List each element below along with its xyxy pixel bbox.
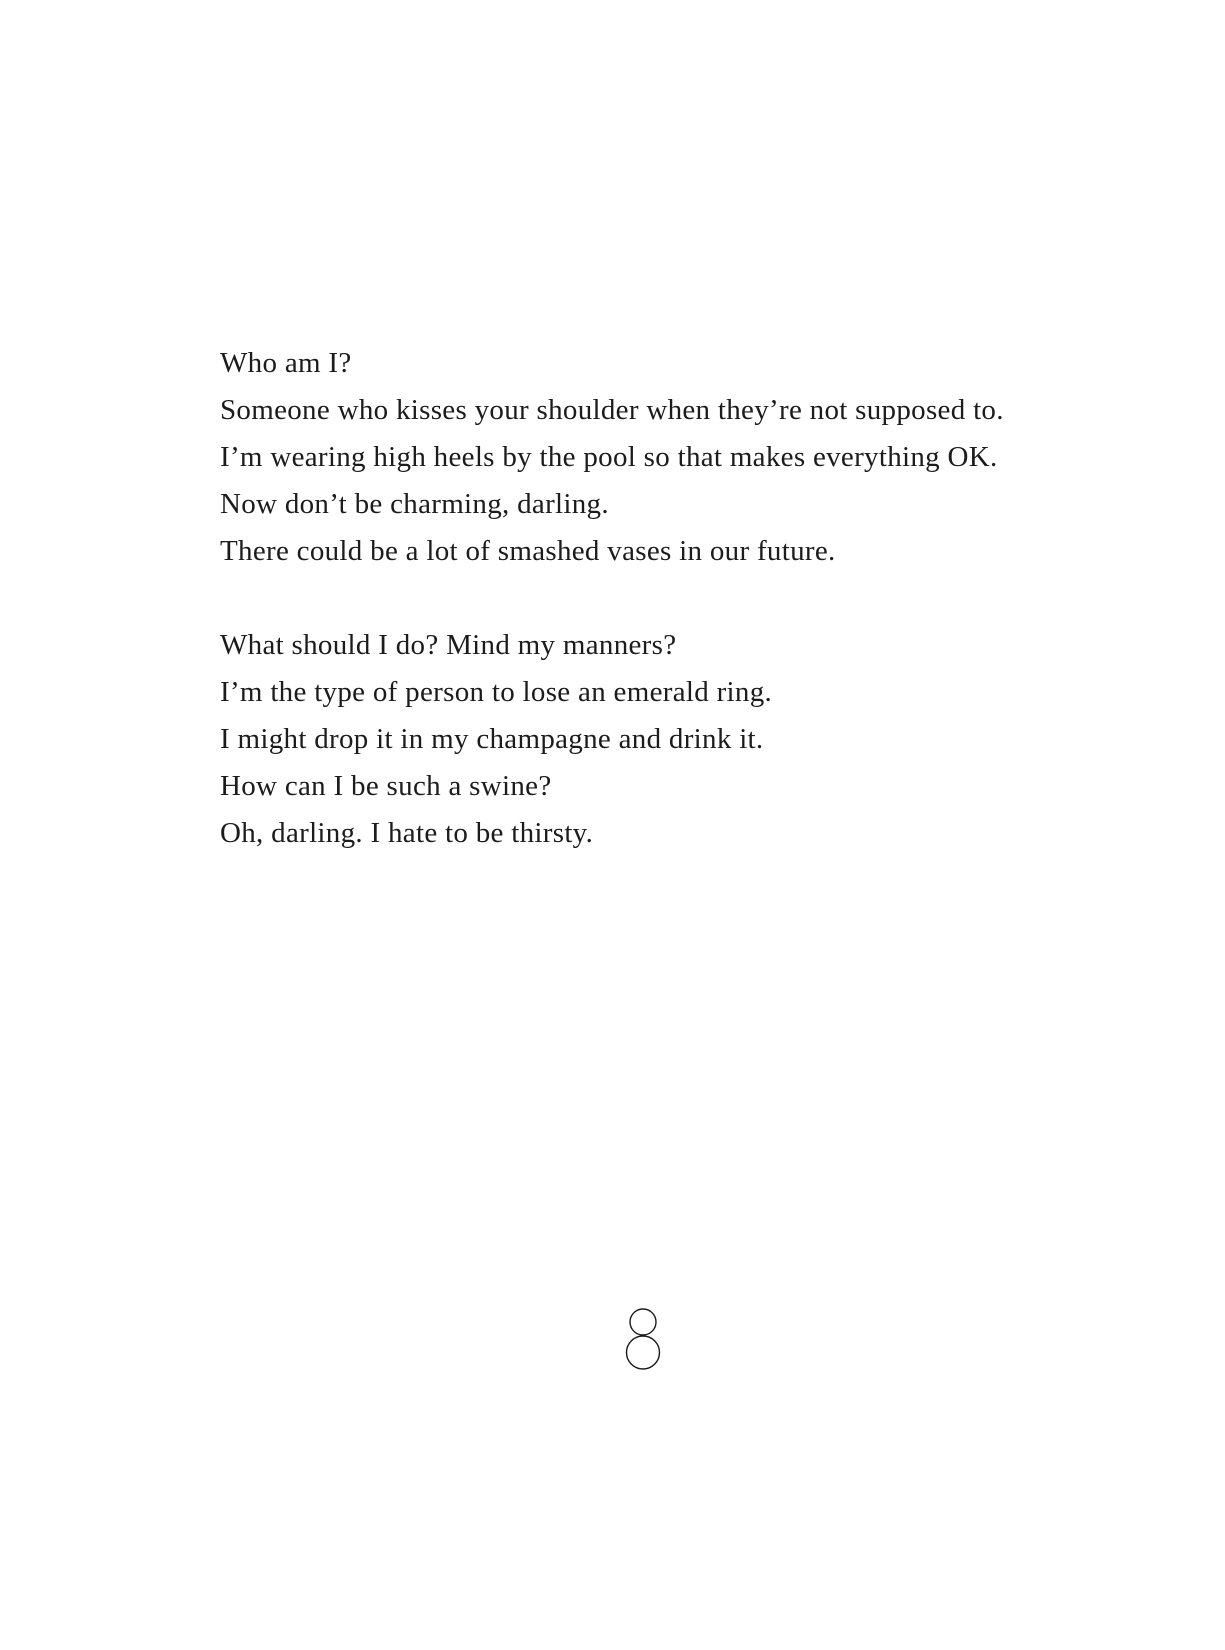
poem-stanza-2 — [220, 622, 1080, 857]
poem-line: I might drop it in my champagne and drink it. — [220, 723, 764, 755]
poem-line: Who am I? — [220, 347, 352, 379]
poem-line: I’m the type of person to lose an emerald ring. — [220, 676, 773, 708]
poem-line: Someone who kisses your shoulder when they’re not supposed to. — [220, 394, 1004, 426]
poem-line: I’m wearing high heels by the pool so that makes everything OK. — [220, 441, 998, 473]
poem-line: There could be a lot of smashed vases in our future. — [220, 535, 836, 567]
poem-line: How can I be such a swine? — [220, 770, 552, 802]
poem-line: Oh, darling. I hate to be thirsty. — [220, 817, 594, 849]
poem-stanza-1 — [220, 340, 1080, 575]
poem-line: What should I do? Mind my manners? — [220, 629, 677, 661]
page-number-outline-8-glyph — [624, 1307, 662, 1373]
poem-line: Now don’t be charming, darling. — [220, 488, 609, 520]
poem — [220, 340, 1080, 857]
page-number — [624, 1307, 662, 1373]
page-number-value — [624, 1373, 625, 1374]
